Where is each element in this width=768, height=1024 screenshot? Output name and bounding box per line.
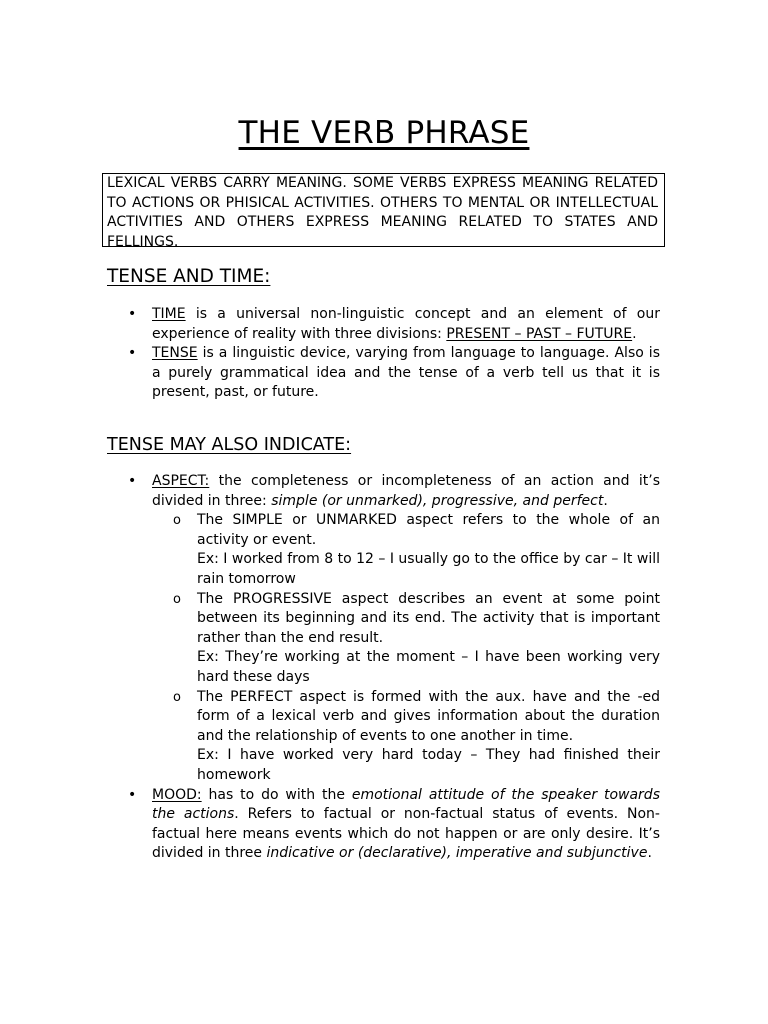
perfect-aspect-example: Ex: I have worked very hard today – They had finished their homework: [197, 747, 660, 783]
list-item-aspect: [128, 472, 660, 786]
time-end: .: [632, 325, 637, 342]
list-item-time: [128, 305, 660, 344]
bullet-icon: •: [128, 473, 137, 489]
sub-item-progressive: [173, 590, 660, 688]
time-divisions: PRESENT – PAST – FUTURE: [446, 325, 633, 342]
aspect-types: simple (or unmarked), progressive, and perfect: [271, 492, 604, 509]
term-mood: MOOD:: [152, 786, 202, 803]
mood-attitude: emotional attitude of the speaker towards the actions: [152, 786, 660, 823]
sub-bullet-icon: o: [173, 591, 181, 607]
section-heading-tense-may-also-indicate: TENSE MAY ALSO INDICATE:: [107, 435, 352, 455]
section-heading-tense-and-time: TENSE AND TIME:: [107, 266, 271, 287]
intro-text: LEXICAL VERBS CARRY MEANING. SOME VERBS EXPRESS MEANING RELATED TO ACTIONS OR PHISICAL ACTIVITIES. OTHERS TO MENTAL OR INTELLECTUAL ACTIVITIES AND OTHERS EXPRESS MEANING RELATED TO STATES AND FELLINGS.: [107, 175, 658, 250]
sub-item-simple: [173, 511, 660, 589]
aspect-end: .: [603, 492, 608, 509]
bullet-icon: •: [128, 345, 137, 362]
progressive-aspect-example: Ex: They’re working at the moment – I have been working very hard these days: [197, 649, 660, 685]
term-time: TIME: [152, 306, 186, 322]
list-item-mood: [128, 786, 660, 864]
simple-aspect-text: The SIMPLE or UNMARKED aspect refers to the whole of an activity or event.: [197, 512, 660, 548]
tense-definition: is a linguistic device, varying from language to language. Also is a purely grammatical idea and the tense of a verb tell us that it is present, past, or future.: [152, 345, 660, 401]
page-title: THE VERB PHRASE: [238, 115, 530, 151]
mood-definition-a: has to do with the: [201, 786, 352, 803]
sub-item-perfect: [173, 688, 660, 786]
mood-end: .: [647, 845, 652, 862]
progressive-aspect-text: The PROGRESSIVE aspect describes an event at some point between its beginning and its end. The activity that is important rather than the end result.: [197, 590, 660, 646]
perfect-aspect-text: The PERFECT aspect is formed with the aux. have and the -ed form of a lexical verb and gives information about the duration and the relationship of events to one another in time.: [197, 688, 660, 744]
mood-types: indicative or (declarative), imperative and subjunctive: [266, 845, 648, 862]
simple-aspect-example: Ex: I worked from 8 to 12 – I usually go to the office by car – It will rain tomorrow: [197, 551, 660, 587]
mood-definition-b: . Refers to factual or non-factual status of events. Non-factual here means events which do not happen or are only desire. It’s divided in three: [152, 806, 660, 862]
sub-bullet-icon: o: [173, 513, 181, 529]
aspect-definition: the completeness or incompleteness of an action and it’s divided in three:: [152, 473, 660, 509]
intro-box: [102, 173, 665, 250]
bullet-icon: •: [128, 306, 137, 322]
indicate-list: [128, 472, 660, 864]
time-definition: is a universal non-linguistic concept and an element of our experience of reality with three divisions:: [152, 306, 660, 342]
term-tense: TENSE: [152, 345, 198, 362]
bullet-icon: •: [128, 786, 137, 803]
sub-bullet-icon: o: [173, 689, 181, 705]
tense-time-list: [128, 305, 660, 403]
aspect-sublist: [173, 511, 660, 785]
term-aspect: ASPECT:: [152, 473, 210, 489]
list-item-tense: [128, 344, 660, 403]
